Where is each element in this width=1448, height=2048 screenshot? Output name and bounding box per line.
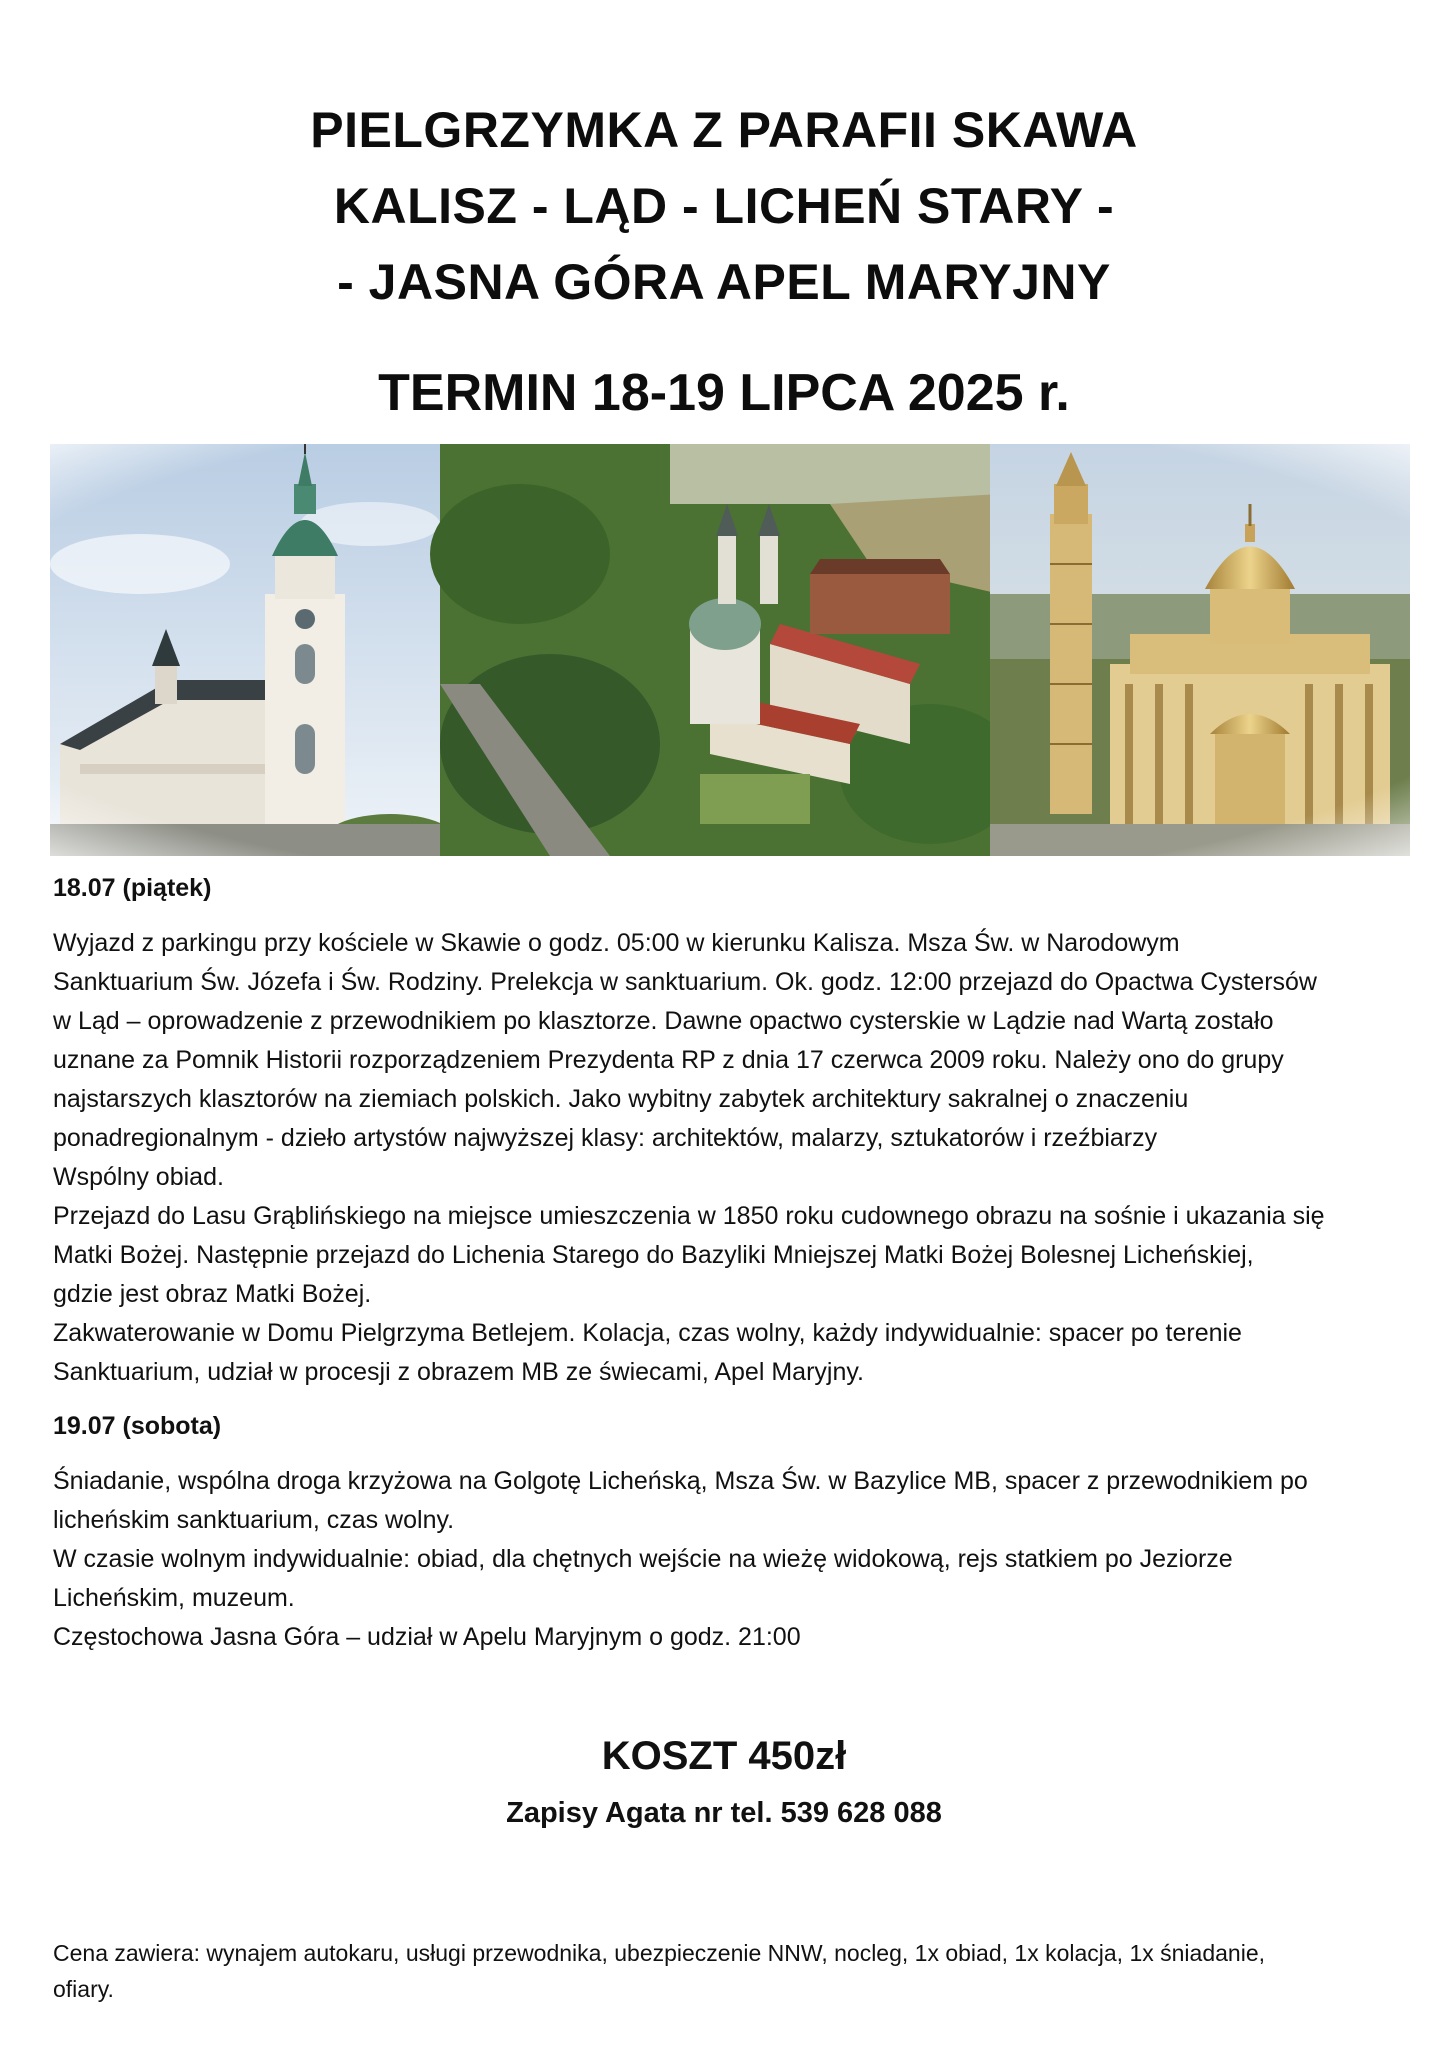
day1-line: Wyjazd z parkingu przy kościele w Skawie o godz. 05:00 w kierunku Kalisza. Msza Św. w Narodowym [53, 929, 1180, 957]
day1-line: w Ląd – oprowadzenie z przewodnikiem po klasztorze. Dawne opactwo cysterskie w Lądzie nad Wartą zostało [53, 1007, 1274, 1035]
title-line: PIELGRZYMKA Z PARAFII SKAWA [310, 102, 1138, 158]
includes-line: ofiary. [53, 1976, 114, 2002]
day2-heading: 19.07 (sobota) [53, 1412, 222, 1440]
day1-line: najstarszych klasztorów na ziemiach polskich. Jako wybitny zabytek architektury sakralnej o znaczeniu [53, 1085, 1189, 1113]
day1-line: uznane za Pomnik Historii rozporządzeniem Prezydenta RP z dnia 17 czerwca 2009 roku. Należy ono do grupy [53, 1046, 1284, 1074]
day2-line: Śniadanie, wspólna droga krzyżowa na Golgotę Licheńską, Msza Św. w Bazylice MB, spacer z przewodnikiem po [53, 1467, 1308, 1495]
signup-contact: Zapisy Agata nr tel. 539 628 088 [506, 1797, 942, 1829]
price-includes [53, 1935, 1393, 2007]
day1-line: Matki Bożej. Następnie przejazd do Lichenia Starego do Bazyliki Mniejszej Matki Bożej Bolesnej Licheńskiej, [53, 1241, 1254, 1269]
title-line: - JASNA GÓRA APEL MARYJNY [337, 254, 1111, 310]
itinerary [53, 870, 1403, 1657]
day2-line: W czasie wolnym indywidualnie: obiad, dla chętnych wejście na wieżę widokową, rejs statkiem po Jeziorze [53, 1545, 1233, 1573]
day2-line: Licheńskim, muzeum. [53, 1584, 295, 1612]
day1-line: Wspólny obiad. [53, 1163, 224, 1191]
title-line: KALISZ - LĄD - LICHEŃ STARY - [333, 178, 1115, 234]
day2-line: Częstochowa Jasna Góra – udział w Apelu Maryjnym o godz. 21:00 [53, 1623, 801, 1651]
photo-collage [50, 444, 1410, 856]
day2-description [53, 1462, 1403, 1657]
day1-line: Sanktuarium, udział w procesji z obrazem MB ze świecami, Apel Maryjny. [53, 1358, 864, 1386]
includes-line: Cena zawiera: wynajem autokaru, usługi przewodnika, ubezpieczenie NNW, nocleg, 1x obiad, 1x kolacja, 1x śniadanie, [53, 1940, 1266, 1966]
day1-line: Sanktuarium Św. Józefa i Św. Rodziny. Prelekcja w sanktuarium. Ok. godz. 12:00 przejazd do Opactwa Cystersów [53, 968, 1317, 996]
day1-description [53, 924, 1403, 1392]
day1-line: Przejazd do Lasu Grąblińskiego na miejsce umieszczenia w 1850 roku cudownego obrazu na sośnie i ukazania się [53, 1202, 1325, 1230]
poster-title [0, 92, 1448, 320]
day1-line: gdzie jest obraz Matki Bożej. [53, 1280, 372, 1308]
day1-line: ponadregionalnym - dzieło artystów najwyższej klasy: architektów, malarzy, sztukatorów i rzeźbiarzy [53, 1124, 1158, 1152]
day2-line: licheńskim sanktuarium, czas wolny. [53, 1506, 455, 1534]
price: KOSZT 450zł [601, 1734, 847, 1778]
trip-date: TERMIN 18-19 LIPCA 2025 r. [378, 364, 1070, 422]
day1-heading: 18.07 (piątek) [53, 874, 212, 902]
day1-line: Zakwaterowanie w Domu Pielgrzyma Betlejem. Kolacja, czas wolny, każdy indywidualnie: spacer po terenie [53, 1319, 1242, 1347]
